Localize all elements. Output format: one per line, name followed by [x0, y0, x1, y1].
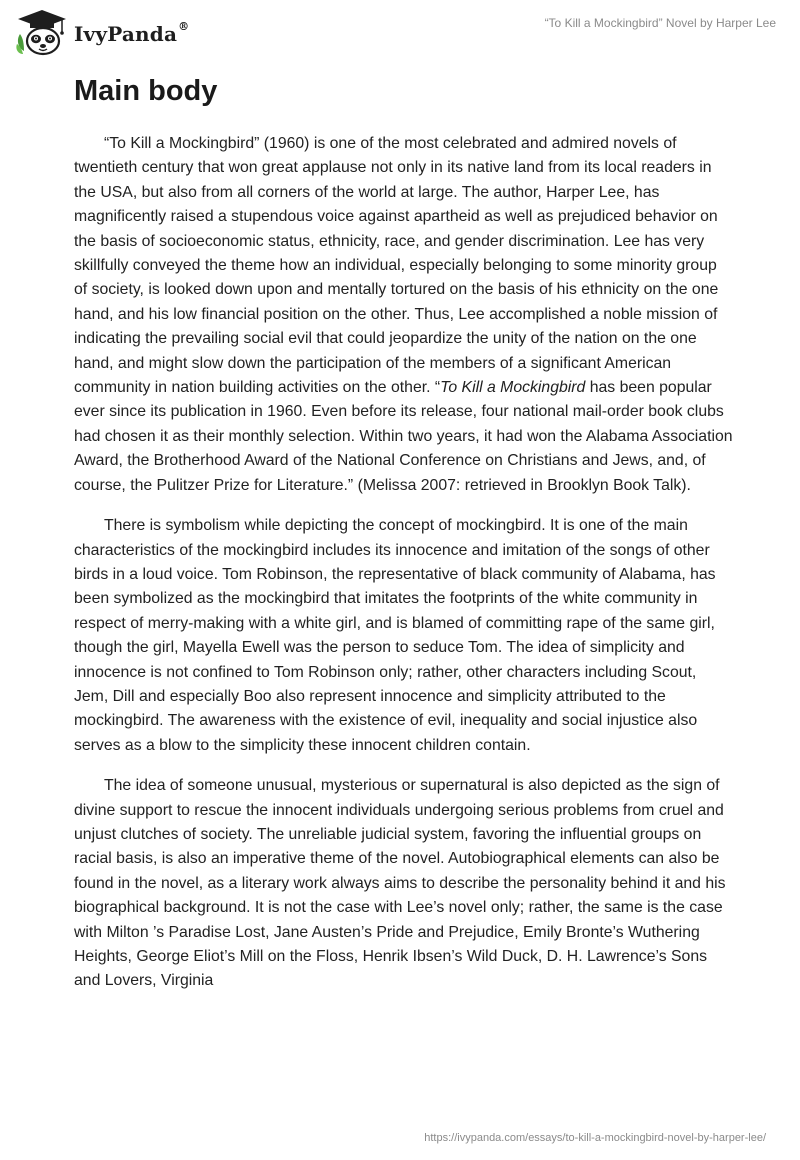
ivypanda-logo[interactable]: [14, 8, 189, 56]
paragraph-1: [74, 132, 734, 498]
source-url[interactable]: https://ivypanda.com/essays/to-kill-a-mockingbird-novel-by-harper-lee/: [424, 1132, 766, 1144]
paragraph-2: There is symbolism while depicting the concept of mockingbird. It is one of the main characteristics of the mockingbird includes its innocence and imitation of the songs of other birds in a loud voice. Tom Robinson, the representative of black community of Alabama, has been symbolized as the mockingbird that imitates the footprints of the white community in respect of merry-making with a white girl, and is blamed of committing rape of the same girl, though the girl, Mayella Ewell was the person to seduce Tom. The idea of simplicity and innocence is not confined to Tom Robinson only; rather, other characters including Scout, Jem, Dill and especially Boo also represent innocence and simplicity attributed to the mockingbird. The awareness with the existence of evil, inequality and social injustice also serves as a blow to the simplicity these innocent children contain.: [74, 517, 716, 754]
paragraph-3: The idea of someone unusual, mysterious or supernatural is also depicted as the sign of divine support to rescue the innocent individuals undergoing serious problems from cruel and unjust clutches of society. The unreliable judicial system, favoring the influential groups on racial basis, is also an imperative theme of the novel. Autobiographical elements can also be found in the novel, as a literary work always aims to describe the personality behind it and his biographical background. It is not the case with Lee’s novel only; rather, the same is the case with Milton ’s Paradise Lost, Jane Austen’s Pride and Prejudice, Emily Bronte’s Wuthering Heights, George Eliot’s Mill on the Floss, Henrik Ibsen’s Wild Duck, D. H. Lawrence’s Sons and Lovers, Virginia: [74, 777, 726, 990]
running-title: “To Kill a Mockingbird” Novel by Harper Lee: [544, 16, 776, 30]
brand-name: IvyPanda®: [74, 20, 190, 46]
paragraph-1-text-b: has been popular ever since its publication in 1960. Even before its release, four national mail-order book clubs had chosen it as their monthly selection. Within two years, it had won the Alabama Association Award, the Brotherhood Award of the National Conference on Christians and Jews, and, of course, the Pulitzer Prize for Literature.” (Melissa 2007: retrieved in Brooklyn Book Talk).: [74, 379, 733, 494]
main-content: [74, 72, 734, 1010]
panda-graduate-icon: [14, 8, 70, 56]
paragraph-1-text-a: “To Kill a Mockingbird” (1960) is one of the most celebrated and admired novels of twentieth century that won great applause not only in its native land from its local readers in the USA, but also from all corners of the world at large. The author, Harper Lee, has magnificently raised a stupendous voice against apartheid as well as prejudiced behavior on the basis of socioeconomic status, ethnicity, race, and gender discrimination. Lee has very skillfully conveyed the theme how an individual, especially belonging to some minority group of society, is looked down upon and mentally tortured on the basis of his ethnicity on the one hand, and his low financial position on the other. Thus, Lee accomplished a noble mission of indicating the prevailing social evil that could jeopardize the unity of the nation on the one hand, and might slow down the participation of the members of a significant American community in nation building activities on the other. “: [74, 135, 719, 397]
section-heading: Main body: [74, 75, 218, 107]
paragraph-1-book-title: To Kill a Mockingbird: [440, 379, 586, 397]
registered-mark: ®: [178, 20, 190, 33]
page-header: [0, 0, 800, 60]
